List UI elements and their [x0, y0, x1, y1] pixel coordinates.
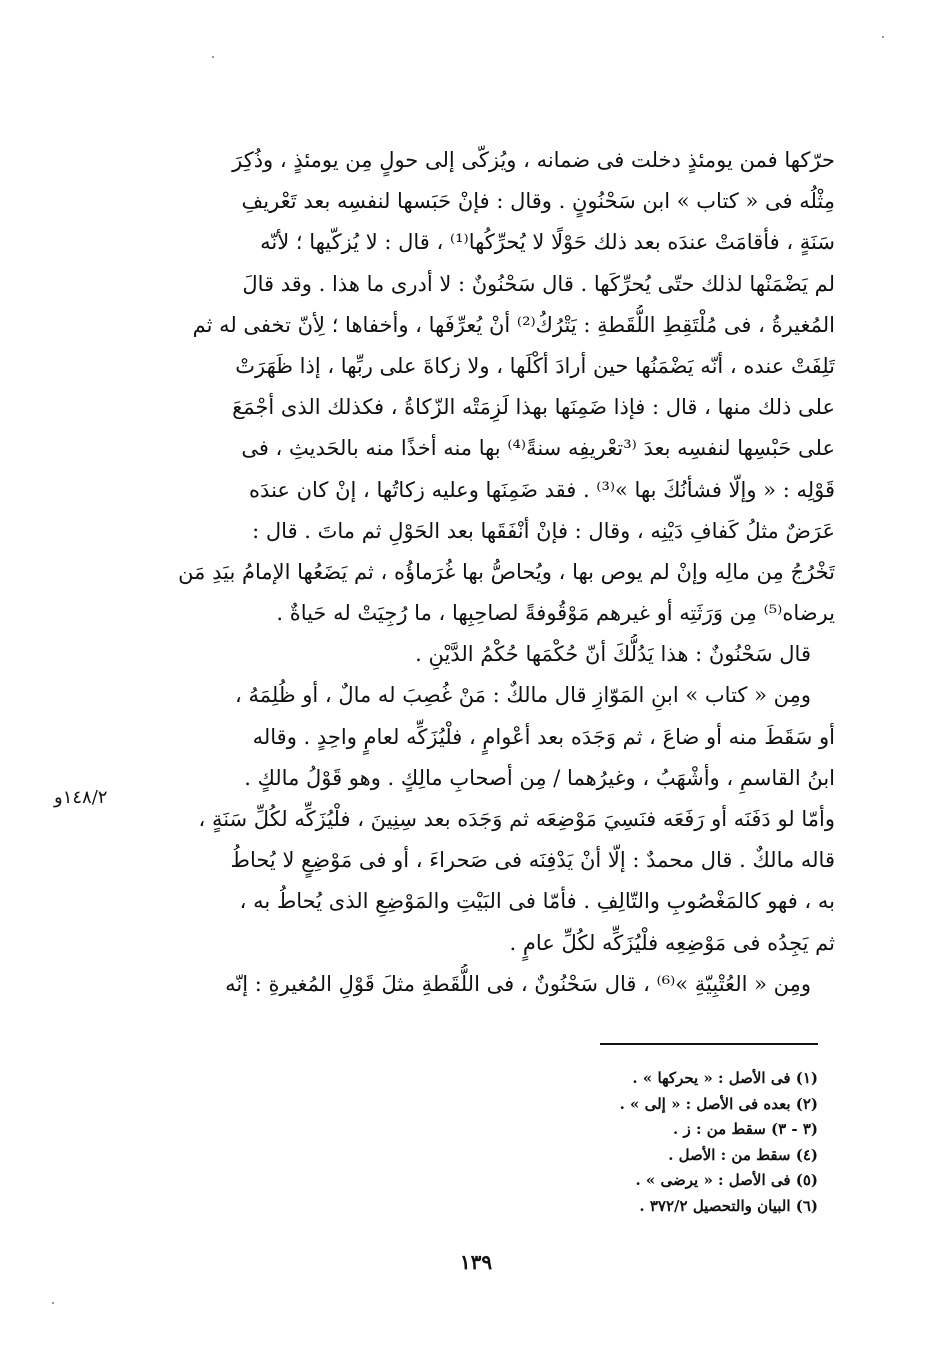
scan-speck: [212, 56, 214, 58]
text-line: ابنُ القاسمِ ، وأشْهَبُ ، وغيرُهما / مِن أصحابِ مالِكٍ . وهو قَوْلُ مالكٍ .: [244, 765, 835, 790]
text-line: على حَبْسِها لنفسِه بعدَ ⁽³تعْريفِه سنةً⁽⁴⁾ بها منه أخذًا منه بالحَديثِ ، فى: [241, 436, 835, 461]
manuscript-folio-reference: ١٤٨/٢و: [54, 787, 108, 808]
scan-speck: [882, 36, 884, 38]
text-line: ثم يَجِدُه فى مَوْضِعِه فلْيُزَكِّه لكُلِّ عامٍ .: [509, 930, 835, 955]
text-line: به ، فهو كالمَغْصُوبِ والتّالِفِ . فأمّا فى البَيْتِ والمَوْضِعِ الذى يُحاطُ به ،: [239, 889, 835, 914]
text-line: حرّكها فمن يومئذٍ دخلت فى ضمانه ، ويُزكّى إلى حولٍ مِن يومئذٍ ، وذُكِرَ: [232, 148, 835, 172]
page-number: ١٣٩: [459, 1250, 493, 1274]
main-text-block: [100, 140, 835, 1005]
text-line: المُغيرةُ ، فى مُلْتَقِطِ اللُّقَطةِ : يَتْرُكُ⁽²⁾ أنْ يُعرِّفَها ، وأخفاها ؛ لِأنّ تخفى له ثم: [192, 312, 835, 337]
text-line: عَرَضٌ مثلُ كَفافِ دَيْنِه ، وقال : فإنْ أنْفَقَها بعد الحَوْلِ ثم ماتَ . قال :: [252, 518, 835, 543]
footnote: (٤) سقط من : الأصل .: [668, 1145, 818, 1164]
footnote: (٣ - ٣) سقط من : ز .: [673, 1120, 818, 1138]
text-line: مِثْلُه فى « كتاب » ابن سَحْنُونٍ . وقال : فإنْ حَبَسها لنفسِه بعد تَعْريفِ: [241, 189, 835, 214]
text-line: على ذلك منها ، قال : فإذا ضَمِنَها بهذا لَزِمَتْه الزّكاةُ ، فكذلك الذى أجْمَعَ: [232, 395, 835, 420]
footnote: (١) فى الأصل : « يحركها » .: [632, 1069, 818, 1087]
footnote: (٢) بعده فى الأصل : « إلى » .: [619, 1094, 818, 1113]
text-line: تَلِفَتْ عنده ، أنّه يَضْمَنُها حين أرادَ أكْلَها ، ولا زكاةَ على ربِّها ، إذا ظَهَرَتْ: [235, 353, 835, 378]
text-line: سَنَةٍ ، فأقامَتْ عندَه بعد ذلك حَوْلًا لا يُحرِّكُها⁽¹⁾ ، قال : لا يُزكّيها ؛ لأنّه: [260, 230, 835, 255]
text-line: قَوْلِه : « وإلّا فشأنُكَ بها »⁽³⁾ . فقد ضَمِنَها وعليه زكاتُها ، إنْ كان عندَه: [249, 477, 835, 502]
footnotes: [400, 1066, 818, 1219]
text-line: أو سَقَطَ منه أو ضاعَ ، ثم وَجَدَه بعد أعْوامٍ ، فلْيُزَكِّه لعامٍ واحِدٍ . وقاله: [252, 724, 835, 749]
text-line: قال سَحْنُونٌ : هذا يَدُلُّكَ أنّ حُكْمَها حُكْمُ الدَّيْنِ .: [415, 642, 811, 667]
text-line: لم يَضْمَنْها لذلك حتّى يُحرِّكَها . قال سَحْنُونٌ : لا أدرى ما هذا . وقد قالَ: [242, 271, 835, 296]
footnote-separator: [600, 1043, 818, 1045]
footnote: (٥) فى الأصل : « يرضى » .: [635, 1171, 818, 1189]
footnote: (٦) البيان والتحصيل ٣٧٢/٢ .: [639, 1196, 818, 1215]
text-line: قاله مالكٌ . قال محمدٌ : إلّا أنْ يَدْفِنَه فى صَحراءَ ، أو فى مَوْضِعٍ لا يُحاطُ: [230, 848, 835, 873]
text-line: ومِن « العُتْبِيّةِ »⁽⁶⁾ ، قال سَحْنُونٌ ، فى اللُّقَطةِ مثلَ قَوْلِ المُغيرةِ : إنّه: [225, 971, 811, 996]
text-line: وأمّا لو دَفَنَه أو رَفَعَه فنَسِيَ مَوْضِعَه ثم وَجَدَه بعد سِنِينَ ، فلْيُزَكِّه لكُلِّ سَنَةٍ ،: [198, 807, 835, 831]
text-line: ومِن « كتاب » ابنِ المَوّازِ قال مالكٌ : مَنْ غُصِبَ له مالٌ ، أو ظُلِمَهُ ،: [235, 683, 811, 708]
text-line: يرضاه⁽⁵⁾ مِن وَرَثَتِه أو غيرهم مَوْقُوفةً لصاحِبِها ، ما رُجِيَتْ له حَياةٌ .: [276, 601, 835, 626]
scan-speck: [52, 1302, 54, 1304]
text-line: تَخْرُجُ مِن مالِه وإنْ لم يوص بها ، ويُحاصُّ بها غُرَماؤُه ، ثم يَضَعُها الإمامُ بيَدِ مَن: [178, 559, 835, 584]
